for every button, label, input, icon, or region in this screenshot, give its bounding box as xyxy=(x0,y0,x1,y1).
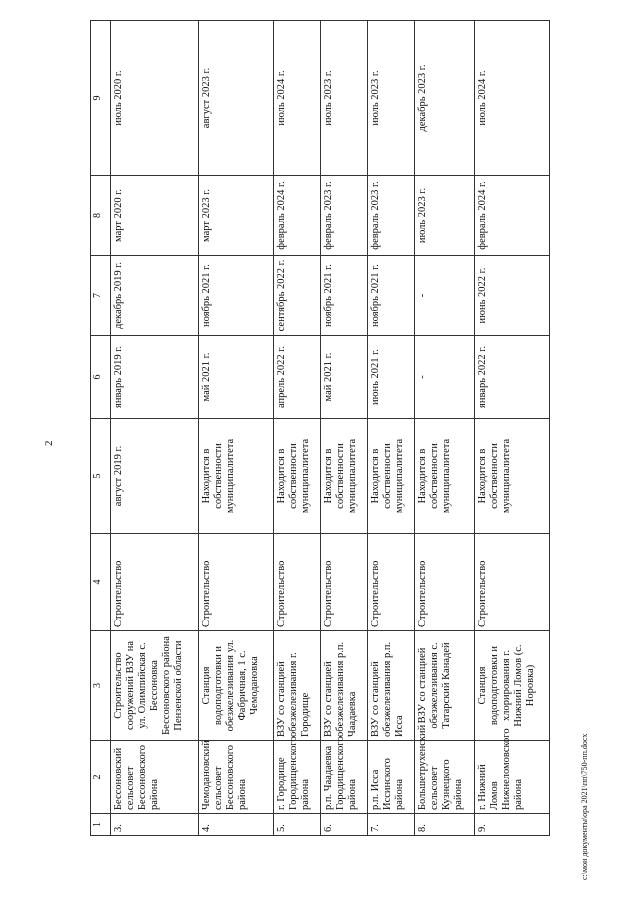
column-header: 8 xyxy=(91,176,111,256)
table-row xyxy=(367,21,414,836)
ownership-cell: Находится в собственности муниципалитета xyxy=(273,419,320,534)
table-row xyxy=(111,21,199,836)
work-type-cell: Строительство xyxy=(273,534,320,631)
object-cell: ВЗУ со станцией обезжелезивания г. Городище xyxy=(273,631,320,741)
column-header: 5 xyxy=(91,419,111,534)
ownership-cell: Находится в собственности муниципалитета xyxy=(475,419,550,534)
date-cell: июнь 2021 г. xyxy=(367,336,414,419)
row-number: 8. xyxy=(414,814,475,836)
ownership-cell: август 2019 г. xyxy=(111,419,199,534)
date-cell: ноябрь 2021 г. xyxy=(367,256,414,336)
municipality-cell: р.п. Исса Иссинского района xyxy=(367,741,414,814)
table-container xyxy=(90,21,550,836)
municipality-cell: Чемодановский сельсовет Бессоновского района xyxy=(199,741,274,814)
table-row xyxy=(475,21,550,836)
work-type-cell: Строительство xyxy=(111,534,199,631)
date-cell: июль 2023 г. xyxy=(320,21,367,176)
row-number: 3. xyxy=(111,814,199,836)
object-cell: ВЗУ со станцией обезжелезивания р.п. Исса xyxy=(367,631,414,741)
object-cell: Станция водоподготовки и обезжелезивания ул. Фабричная, 1 с. Чемодановка xyxy=(199,631,274,741)
table-row xyxy=(273,21,320,836)
work-type-cell: Строительство xyxy=(320,534,367,631)
date-cell: февраль 2023 г. xyxy=(367,176,414,256)
footer-file-path: c:\мои документы\ора 2021\пп\750-пп.docx xyxy=(580,733,589,880)
row-number: 6. xyxy=(320,814,367,836)
object-cell: ВЗУ со станцией обезжелезивания с. Татарский Канадей xyxy=(414,631,475,741)
date-cell: июль 2024 г. xyxy=(475,21,550,176)
date-cell: май 2021 г. xyxy=(320,336,367,419)
object-cell: Строительство сооружений ВЗУ на ул. Олимпийская с. Бессоновка Бессоновского района Пензенской области xyxy=(111,631,199,741)
column-header: 9 xyxy=(91,21,111,176)
date-cell: август 2023 г. xyxy=(199,21,274,176)
date-cell: февраль 2024 г. xyxy=(475,176,550,256)
municipality-cell: г. Нижний Ломов Нижнеломовского района xyxy=(475,741,550,814)
column-header: 2 xyxy=(91,741,111,814)
date-cell: март 2023 г. xyxy=(199,176,274,256)
date-cell: июль 2020 г. xyxy=(111,21,199,176)
ownership-cell: Находится в собственности муниципалитета xyxy=(320,419,367,534)
date-cell: ноябрь 2021 г. xyxy=(320,256,367,336)
date-cell: декабрь 2019 г. xyxy=(111,256,199,336)
column-header: 3 xyxy=(91,631,111,741)
row-number: 5. xyxy=(273,814,320,836)
ownership-cell: Находится в собственности муниципалитета xyxy=(367,419,414,534)
column-header: 4 xyxy=(91,534,111,631)
date-cell: январь 2019 г. xyxy=(111,336,199,419)
municipality-cell: р.п. Чаадаевка Городищенского района xyxy=(320,741,367,814)
work-type-cell: Строительство xyxy=(475,534,550,631)
rotated-table-frame xyxy=(90,21,550,836)
date-cell: июль 2023 г. xyxy=(414,176,475,256)
date-cell: сентябрь 2022 г. xyxy=(273,256,320,336)
header-row xyxy=(91,21,111,836)
object-cell: ВЗУ со станцией обезжелезивания р.п. Чаадаевка xyxy=(320,631,367,741)
municipality-cell: г. Городище Городищенского района xyxy=(273,741,320,814)
date-cell: май 2021 г. xyxy=(199,336,274,419)
row-number: 9. xyxy=(475,814,550,836)
ownership-cell: Находится в собственности муниципалитета xyxy=(199,419,274,534)
date-cell: июнь 2022 г. xyxy=(475,256,550,336)
object-cell: Станция водоподготовки и хлорирования г. Нижний Ломов (с. Норовка) xyxy=(475,631,550,741)
work-type-cell: Строительство xyxy=(414,534,475,631)
date-cell: ноябрь 2021 г. xyxy=(199,256,274,336)
date-cell: июль 2023 г. xyxy=(367,21,414,176)
work-type-cell: Строительство xyxy=(199,534,274,631)
date-cell: март 2020 г. xyxy=(111,176,199,256)
date-cell: апрель 2022 г. xyxy=(273,336,320,419)
date-cell: февраль 2023 г. xyxy=(320,176,367,256)
column-header: 1 xyxy=(91,814,111,836)
date-cell: - xyxy=(414,256,475,336)
row-number: 4. xyxy=(199,814,274,836)
date-cell: декабрь 2023 г. xyxy=(414,21,475,176)
page-number: 2 xyxy=(43,440,55,446)
date-cell: июль 2024 г. xyxy=(273,21,320,176)
municipality-cell: Большетрухенский сельсовет Кузнецкого района xyxy=(414,741,475,814)
table-row xyxy=(414,21,475,836)
column-header: 7 xyxy=(91,256,111,336)
table-row xyxy=(320,21,367,836)
column-header: 6 xyxy=(91,336,111,419)
work-type-cell: Строительство xyxy=(367,534,414,631)
construction-schedule-table xyxy=(90,20,550,836)
row-number: 7. xyxy=(367,814,414,836)
date-cell: февраль 2024 г. xyxy=(273,176,320,256)
municipality-cell: Бессоновский сельсовет Бессоновского района xyxy=(111,741,199,814)
date-cell: - xyxy=(414,336,475,419)
table-row xyxy=(199,21,274,836)
date-cell: январь 2022 г. xyxy=(475,336,550,419)
ownership-cell: Находится в собственности муниципалитета xyxy=(414,419,475,534)
